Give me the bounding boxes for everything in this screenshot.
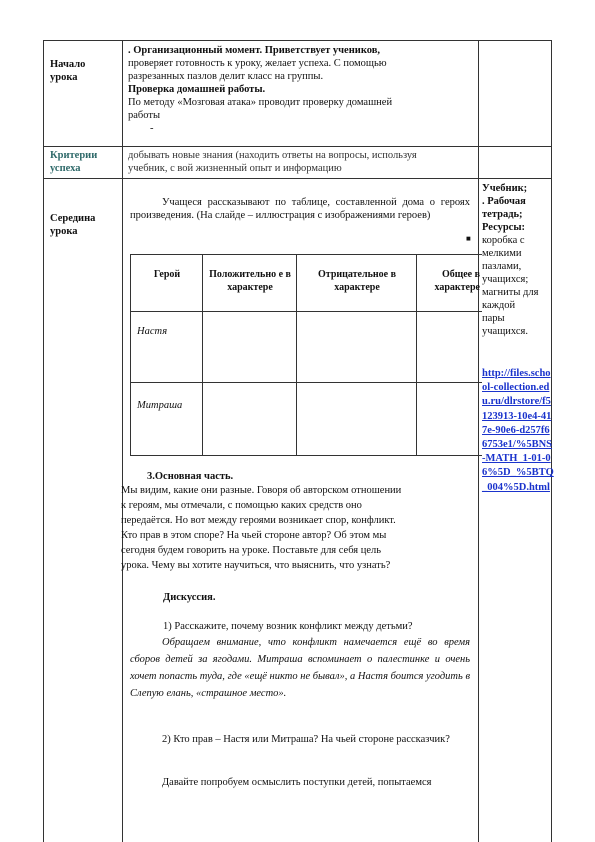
hero-header-negative: Отрицательное в характере — [318, 269, 396, 293]
hero-header-positive: Положительно е в характере — [209, 269, 291, 293]
column-divider-1 — [122, 40, 123, 842]
table-border-top — [43, 40, 552, 41]
resource-link-block — [482, 367, 554, 495]
hero-table-col-2 — [296, 254, 297, 456]
stage-label-criteria: Критерии успеха — [50, 150, 98, 174]
homework-check-title: Проверка домашней работы. — [128, 84, 266, 95]
bullet-icon: ■ — [466, 234, 471, 243]
hero-table-header-bottom — [130, 311, 482, 312]
table-border-left — [43, 40, 44, 842]
closing-line: Давайте попробуем осмыслить поступки детей, попытаемся — [162, 777, 432, 788]
question-2: 2) Кто прав – Настя или Митраша? На чьей стороне рассказчик? — [162, 734, 450, 745]
hero-table-bottom — [130, 455, 482, 456]
middle-intro: Учащеся рассказывают по таблице, составленной дома о героях произведения. (На слайде – иллюстрация с изображениями героев) — [130, 197, 470, 221]
hero-header-hero: Герой — [153, 269, 181, 280]
start-content: . Организационный момент. Приветствует учеников, проверяет готовность к уроку, желает успеха. С помощью разрезанных пазлов делит класс на группы. Проверка домашней работы. По методу «Мозговая атака» проводит проверку домашней работы - — [128, 44, 473, 135]
main-part: 3.Основная часть. Мы видим, какие они разные. Говоря об авторском отношении к героям, мы отмечали, с помощью каких средств оно передаётся. Но вот между героями возникает спор, конфликт. Кто прав в этом споре? На чьей стороне автор? Об этом мы сегодня будем говорить на уроке. Поставьте для себя цель урока. Чему вы хотите научиться, что выяснить, что узнать? — [147, 470, 472, 573]
stage-label-start: Начало урока — [50, 59, 86, 83]
resource-workbook: . Рабочая тетрадь; — [482, 196, 526, 220]
resource-label: Ресурсы: — [482, 222, 526, 233]
teacher-note: Обращаем внимание, что конфликт намечается ещё во время сборов детей за ягодами. Митраша вспоминает о палестинке и очень хочет попасть туда, где «ещё никто не бывал», а Настя боится угодить в Слепую елань, «страшное место». — [130, 637, 470, 699]
resource-textbook: Учебник; — [482, 183, 528, 194]
hero-table-col-3 — [416, 254, 417, 456]
question-1: 1) Расскажите, почему возник конфликт между детьми? — [163, 621, 413, 632]
hero-table — [130, 254, 482, 456]
resource-link[interactable]: http://files.school-collection.edu.ru/dlrstore/f5123913-10e4-417e-90e6-d257f66753e1/%5BNS-MATH_1-01-06%5D_%5BTQ_004%5D.html — [482, 368, 554, 493]
hero-row-nastya: Настя — [137, 326, 168, 337]
hero-table-row-divider — [130, 382, 482, 383]
criteria-content: добывать новые знания (находить ответы на вопросы, используя учебник, с вой жизненный опыт и информацию — [128, 150, 417, 174]
row-divider-1 — [43, 146, 552, 147]
hero-table-col-1 — [202, 254, 203, 456]
hero-row-mitrasha: Митраша — [137, 400, 183, 411]
hero-table-top — [130, 254, 482, 255]
org-moment-line: . Организационный момент. Приветствует учеников, — [128, 45, 381, 56]
discussion-title: Дискуссия. — [163, 592, 216, 603]
resource-box-description: коробка с мелкими пазлами, учащихся; магниты для каждой пары учащихся. — [482, 235, 539, 337]
stage-label-middle: Середина урока — [50, 213, 96, 237]
main-part-title: 3.Основная часть. — [147, 471, 234, 482]
hero-table-left — [130, 254, 131, 456]
row-divider-2 — [43, 178, 552, 179]
hero-header-common: Общее в характере — [434, 269, 480, 293]
